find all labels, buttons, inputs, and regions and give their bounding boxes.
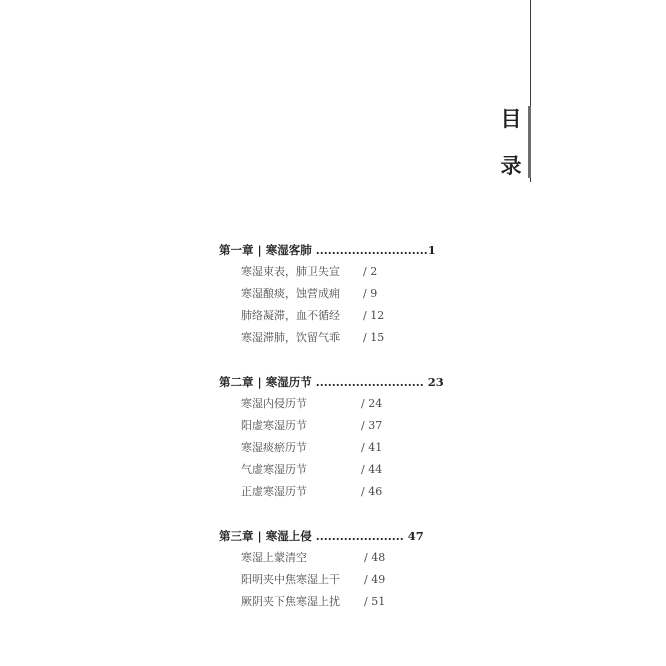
toc-page-number: / 41 [361,441,383,454]
toc-entry[interactable]: 阳虚寒湿历节 [241,419,307,432]
toc-entry[interactable]: 寒湿上蒙清空 [241,551,307,564]
toc-page-number: / 9 [363,287,378,300]
toc-page-number: / 24 [361,397,383,410]
toc-entry[interactable]: 肺络凝滞，血不循经 [241,309,340,322]
toc-entry[interactable]: 气虚寒湿历节 [241,463,307,476]
toc-page-number: / 12 [363,309,385,322]
chapter-2-heading[interactable]: 第二章 | 寒湿历节 ........................... 23 [219,375,444,389]
toc-entry[interactable]: 寒湿痰瘀历节 [241,441,307,454]
toc-entry[interactable]: 寒湿酿痰，蚀营成痈 [241,287,340,300]
toc-entry[interactable]: 阳明夹中焦寒湿上干 [241,573,340,586]
chapter-1-heading[interactable]: 第一章 | 寒湿客肺 ............................1 [219,243,436,257]
toc-page-number: / 44 [361,463,383,476]
vertical-accent-bar [528,106,531,178]
toc-page-number: / 49 [364,573,386,586]
toc-page-number: / 37 [361,419,383,432]
toc-entry[interactable]: 寒湿内侵历节 [241,397,307,410]
toc-entry[interactable]: 寒湿束表，肺卫失宣 [241,265,340,278]
toc-page-number: / 15 [363,331,385,344]
toc-title-char-1: 目 [500,106,522,131]
toc-page-number: / 2 [363,265,378,278]
toc-entry[interactable]: 寒湿滞肺，饮留气乖 [241,331,340,344]
toc-entry[interactable]: 厥阴夹下焦寒湿上扰 [241,595,340,608]
chapter-3-heading[interactable]: 第三章 | 寒湿上侵 ...................... 47 [219,529,424,543]
toc-title-char-2: 录 [500,153,522,178]
toc-entry[interactable]: 正虚寒湿历节 [241,485,307,498]
toc-page-number: / 51 [364,595,386,608]
toc-page-number: / 48 [364,551,386,564]
toc-page-number: / 46 [361,485,383,498]
